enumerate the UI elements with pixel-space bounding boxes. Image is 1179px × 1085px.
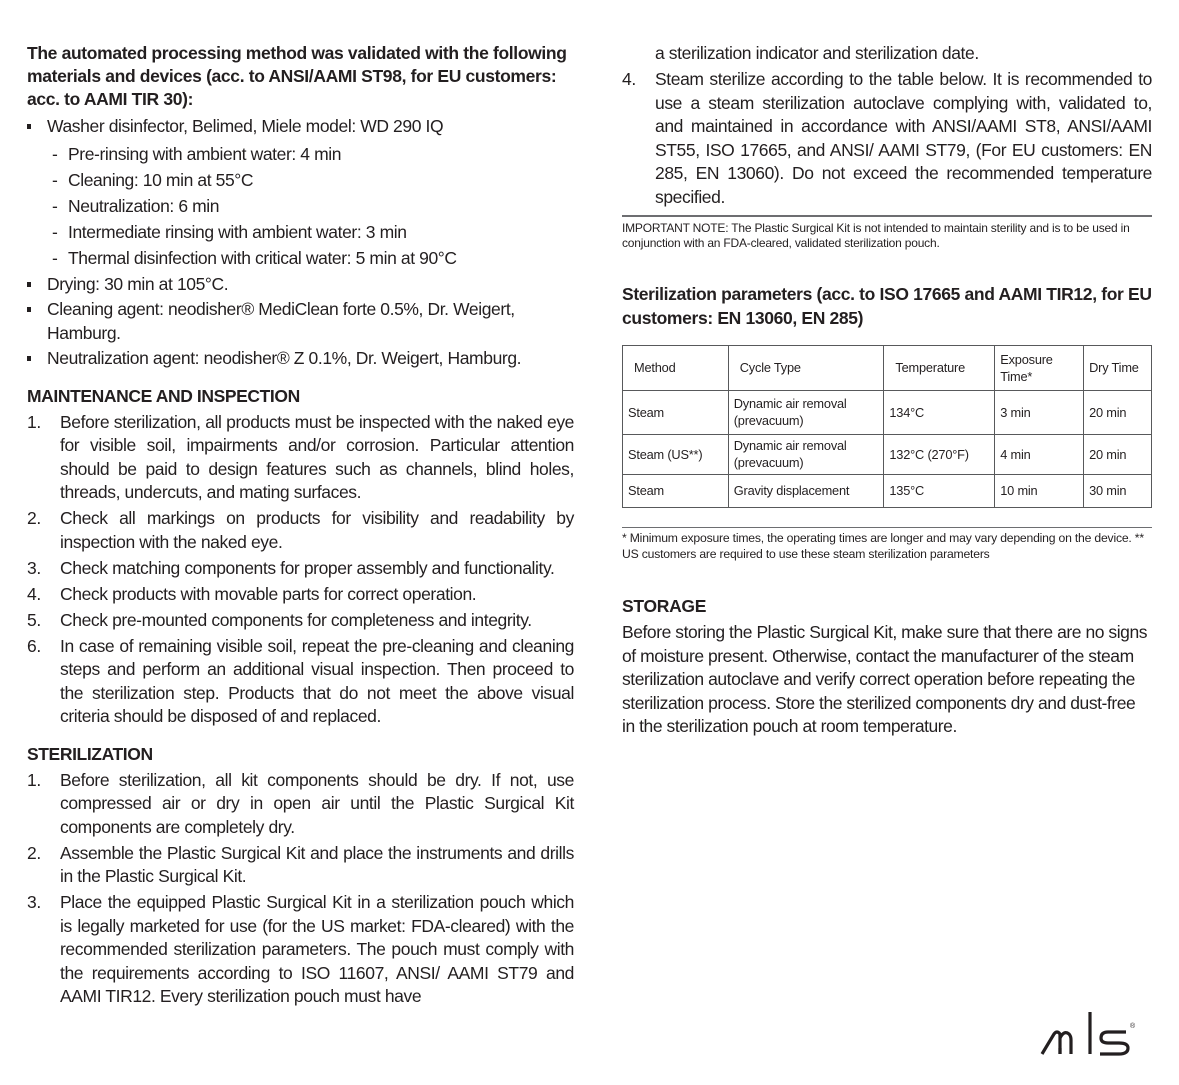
table-header-row: [623, 345, 1152, 390]
header-exposure-time: Exposure Time*: [995, 345, 1084, 390]
list-item: 3. Place the equipped Plastic Surgical Kit in a sterilization pouch which is legally marketed for use (for the US market: FDA-cleared) with the recommended sterilization parameters. The pouch must comply with the requirements according to ISO 11607, ANSI/ AAMI ST79 and AAMI TIR12. Every sterilization pouch must have: [27, 892, 574, 1006]
bullet-icon: [27, 307, 31, 312]
list-item: - Neutralization: 6 min: [27, 193, 574, 219]
sterilization-heading: STERILIZATION: [27, 743, 153, 764]
list-item: - Thermal disinfection with critical water: 5 min at 90°C: [27, 245, 574, 271]
dash-icon: -: [52, 247, 58, 268]
washer-steps-list: [27, 141, 574, 271]
list-item: 4. Check products with movable parts for correct operation.: [27, 583, 477, 604]
list-item: Neutralization agent: neodisher® Z 0.1%, Dr. Weigert, Hamburg.: [27, 347, 574, 371]
dash-icon: -: [52, 221, 58, 242]
list-item: 1. Before sterilization, all kit components should be dry. If not, use compressed air or dry in open air until the Plastic Surgical Kit components are completely dry.: [27, 769, 574, 837]
divider: [622, 215, 1152, 217]
left-column: [27, 42, 574, 1011]
header-method: Method: [623, 345, 729, 390]
list-item: - Cleaning: 10 min at 55°C: [27, 167, 574, 193]
dash-icon: -: [52, 143, 58, 164]
list-item: 6. In case of remaining visible soil, repeat the pre-cleaning and cleaning steps and perform an additional visual inspection. Then proceed to the sterilization step. Products that do not meet the above visual criteria should be disposed of and replaced.: [27, 635, 574, 726]
mis-logo: [1038, 1008, 1154, 1058]
list-item: 4. Steam sterilize according to the table below. It is recommended to use a steam sterilization autoclave complying with, validated to, and maintained in accordance with ANSI/AAMI ST8, ANSI/AAMI ST55, ISO 17665, and ANSI/ AAMI ST79, (For EU customers: EN 285, EN 13060). Do not exceed the recommended temperature specified.: [622, 69, 1152, 207]
list-item: - Pre-rinsing with ambient water: 4 min: [27, 141, 574, 167]
mis-logo-icon: [1038, 1008, 1154, 1058]
bullet-icon: [27, 124, 31, 129]
sterilization-list: [27, 769, 574, 1009]
list-item: - Intermediate rinsing with ambient water: 3 min: [27, 219, 574, 245]
list-item: Washer disinfector, Belimed, Miele model: WD 290 IQ - Pre-rinsing with ambient water: 4 min - Cleaning: 10 min at 55°C - Neutralization: 6 min - Intermediate rinsing with ambient water: 3 min - Thermal disinfection with critical water: 5 min at 90°C: [27, 115, 574, 271]
list-item: 3. Check matching components for proper assembly and functionality.: [27, 557, 555, 578]
header-cycle-type: Cycle Type: [728, 345, 884, 390]
dash-icon: -: [52, 195, 58, 216]
registered-mark: ®: [1130, 1023, 1136, 1030]
bullet-icon: [27, 282, 31, 287]
storage-heading: STORAGE: [622, 596, 707, 616]
divider: [622, 527, 1152, 529]
important-note: IMPORTANT NOTE: The Plastic Surgical Kit is not intended to maintain sterility and is to be used in conjunction with an FDA-cleared, validated sterilization pouch.: [622, 220, 1130, 250]
dash-icon: -: [52, 169, 58, 190]
sterilization-params-table: [622, 345, 1152, 508]
table-row: Steam Dynamic air removal (prevacuum) 134°C 3 min 20 min: [623, 390, 1152, 434]
list-item: 2. Check all markings on products for visibility and readability by inspection with the naked eye.: [27, 508, 574, 552]
list-item: 2. Assemble the Plastic Surgical Kit and place the instruments and drills in the Plastic Surgical Kit.: [27, 842, 574, 886]
maintenance-list: [27, 411, 574, 729]
materials-list: [27, 115, 574, 371]
list-item: Drying: 30 min at 105°C.: [27, 273, 574, 297]
table-footnote: * Minimum exposure times, the operating times are longer and may vary depending on the device. ** US customers are required to use these steam sterilization parameters: [622, 531, 1144, 561]
table-row: Steam Gravity displacement 135°C 10 min 30 min: [623, 474, 1152, 507]
bullet-icon: [27, 356, 31, 361]
maintenance-heading: MAINTENANCE AND INSPECTION: [27, 385, 300, 406]
right-column: [622, 42, 1152, 739]
step3-continuation: a sterilization indicator and sterilization date.: [655, 43, 979, 63]
list-item: 1. Before sterilization, all products must be inspected with the naked eye for visible soil, impairments and/or corrosion. Particular attention should be paid to design features such as channels, blind holes, threads, undercuts, and mating surfaces.: [27, 411, 574, 502]
list-item: Cleaning agent: neodisher® MediClean forte 0.5%, Dr. Weigert, Hamburg.: [27, 298, 574, 345]
list-item: 5. Check pre-mounted components for completeness and integrity.: [27, 609, 532, 630]
header-dry-time: Dry Time: [1084, 345, 1152, 390]
storage-text: Before storing the Plastic Surgical Kit, make sure that there are no signs of moisture present. Otherwise, contact the manufacturer of the steam sterilization autoclave and verify correct operation before repeating the sterilization process. Store the sterilized components dry and dust-free in the sterilization pouch at room temperature.: [622, 622, 1148, 736]
params-heading: Sterilization parameters (acc. to ISO 17665 and AAMI TIR12, for EU customers: EN 13060, EN 285): [622, 283, 1152, 328]
intro-heading: The automated processing method was validated with the following materials and devices (acc. to ANSI/AAMI ST98, for EU customers: acc. to AAMI TIR 30):: [27, 43, 567, 109]
sterilization-list-continued: [622, 68, 1152, 209]
table-row: Steam (US**) Dynamic air removal (prevacuum) 132°C (270°F) 4 min 20 min: [623, 434, 1152, 474]
header-temperature: Temperature: [884, 345, 995, 390]
